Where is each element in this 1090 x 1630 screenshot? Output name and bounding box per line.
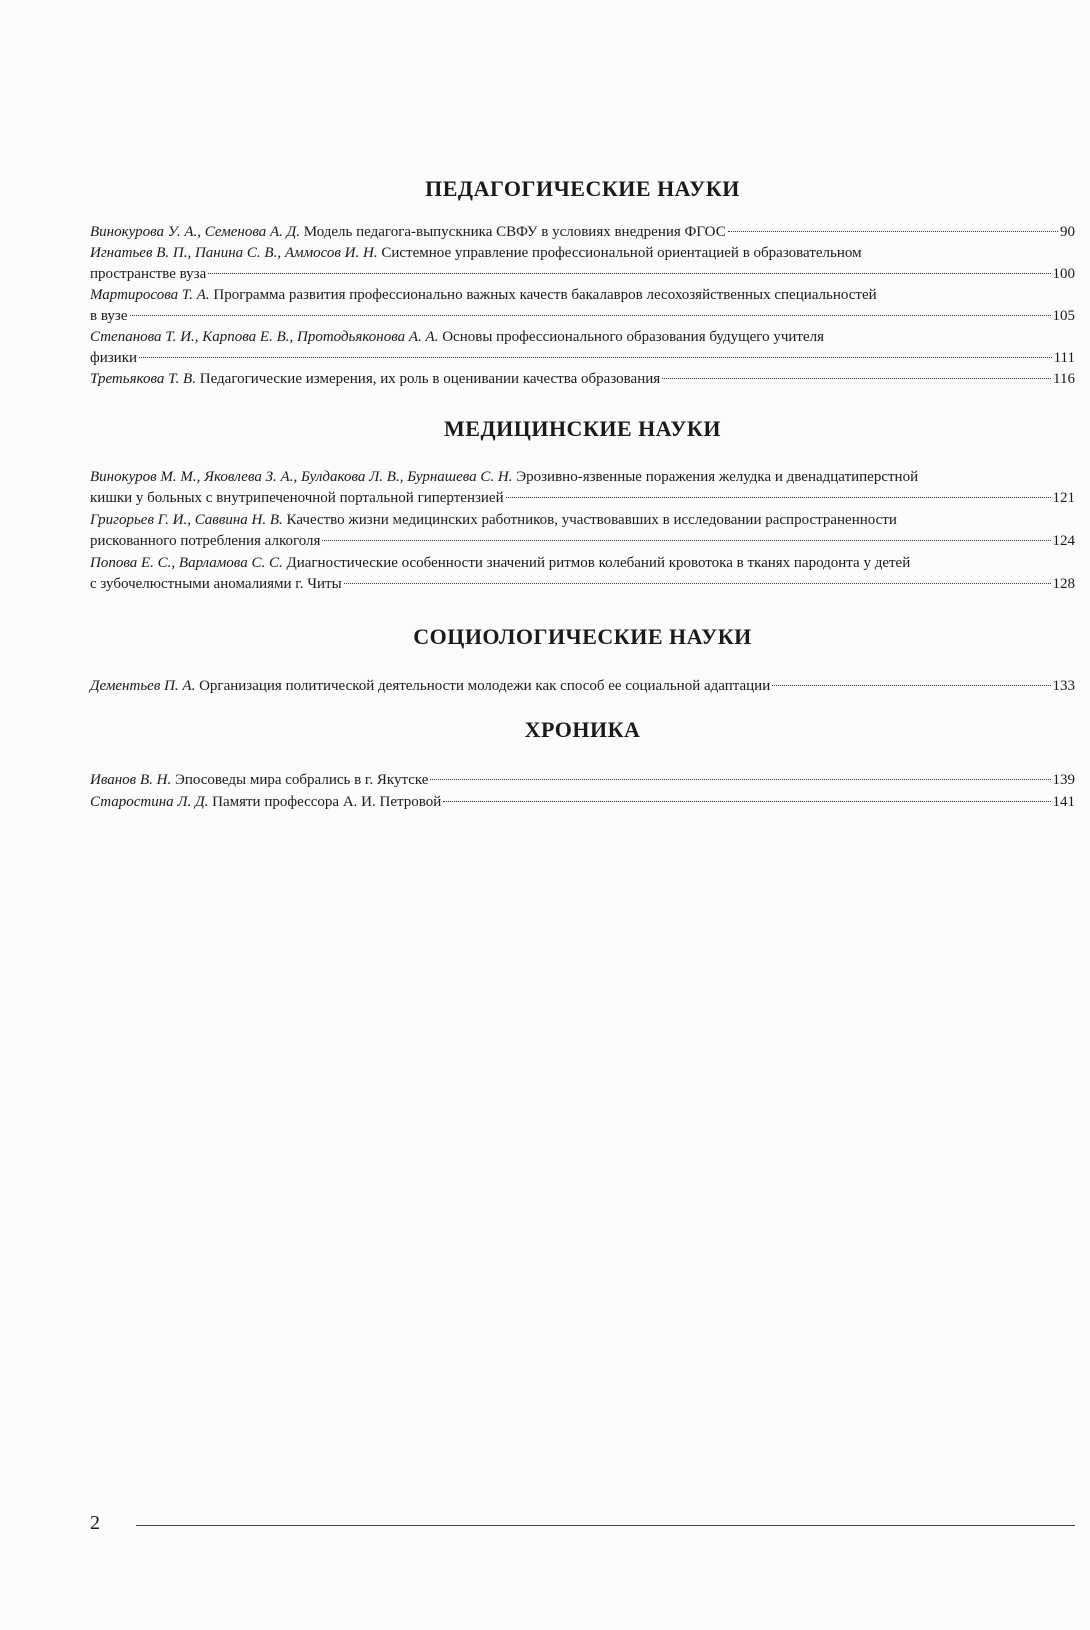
entry-authors: Григорьев Г. И., Саввина Н. В. <box>90 512 283 528</box>
entry-page-number: 128 <box>1052 576 1075 592</box>
entry-title: Основы профессионального образования будущего учителя <box>442 329 824 345</box>
leader-dots <box>130 315 1051 316</box>
entry-title: Памяти профессора А. И. Петровой <box>212 794 442 810</box>
entry-title: Организация политической деятельности молодежи как способ ее социальной адаптации <box>199 678 771 694</box>
entry-page-number: 105 <box>1052 308 1075 324</box>
leader-dots <box>208 273 1050 274</box>
page-footer <box>90 1512 1075 1535</box>
entry-authors: Третьякова Т. В. <box>90 371 196 387</box>
entry-title-continued: с зубочелюстными аномалиями г. Читы <box>90 576 342 592</box>
entry-title-continued: физики <box>90 350 138 366</box>
entry-authors: Игнатьев В. П., Панина С. В., Аммосов И. Н. <box>90 245 378 261</box>
entry-title: Эрозивно-язвенные поражения желудка и двенадцатиперстной <box>516 469 919 485</box>
entry-title: Системное управление профессиональной ориентацией в образовательном <box>381 245 862 261</box>
entry-title-continued: в вузе <box>90 308 128 324</box>
footer-rule <box>136 1525 1075 1526</box>
leader-dots <box>430 779 1050 780</box>
entry-authors: Дементьев П. А. <box>90 678 196 694</box>
entry-authors: Степанова Т. И., Карпова Е. В., Протодьяконова А. А. <box>90 329 439 345</box>
leader-dots <box>322 540 1050 541</box>
leader-dots <box>662 378 1051 379</box>
entry-authors: Винокурова У. А., Семенова А. Д. <box>90 224 300 240</box>
entry-page-number: 90 <box>1060 224 1075 240</box>
entry-authors: Мартиросова Т. А. <box>90 287 210 303</box>
leader-dots <box>139 357 1052 358</box>
section-title-pedagogical: ПЕДАГОГИЧЕСКИЕ НАУКИ <box>425 176 740 201</box>
entry-page-number: 111 <box>1053 350 1075 366</box>
leader-dots <box>772 685 1050 686</box>
toc-entry <box>90 327 1075 369</box>
entry-page-number: 133 <box>1052 678 1075 694</box>
toc-entry <box>90 676 1075 697</box>
leader-dots <box>728 231 1058 232</box>
toc-entry <box>90 222 1075 243</box>
entry-title: Эпосоведы мира собрались в г. Якутске <box>174 772 429 788</box>
entry-title-continued: пространстве вуза <box>90 266 207 282</box>
toc-entry <box>90 467 1075 509</box>
entry-page-number: 139 <box>1052 772 1075 788</box>
entry-title: Диагностические особенности значений ритмов колебаний кровотока в тканях пародонта у детей <box>286 555 911 571</box>
entry-authors: Попова Е. С., Варламова С. С. <box>90 555 283 571</box>
entry-title: Педагогические измерения, их роль в оценивании качества образования <box>199 371 661 387</box>
entry-title-continued: кишки у больных с внутрипеченочной портальной гипертензией <box>90 490 504 506</box>
leader-dots <box>506 497 1051 498</box>
leader-dots <box>344 583 1051 584</box>
entry-title: Программа развития профессионально важных качеств бакалавров лесохозяйственных специальностей <box>213 287 877 303</box>
toc-entry <box>90 792 1075 813</box>
toc-entry <box>90 285 1075 327</box>
toc-entry <box>90 770 1075 791</box>
section-title-medical: МЕДИЦИНСКИЕ НАУКИ <box>444 416 721 441</box>
toc-entry <box>90 243 1075 285</box>
entry-page-number: 100 <box>1052 266 1075 282</box>
entry-page-number: 141 <box>1052 794 1075 810</box>
toc-entry <box>90 553 1075 595</box>
toc-entry <box>90 369 1075 390</box>
entry-authors: Иванов В. Н. <box>90 772 172 788</box>
entry-authors: Старостина Л. Д. <box>90 794 209 810</box>
entry-page-number: 121 <box>1052 490 1075 506</box>
leader-dots <box>443 801 1050 802</box>
table-of-contents-page <box>90 0 1075 1630</box>
entry-authors: Винокуров М. М., Яковлева З. А., Булдакова Л. В., Бурнашева С. Н. <box>90 469 513 485</box>
entry-title-continued: рискованного потребления алкоголя <box>90 533 321 549</box>
page-number: 2 <box>90 1512 100 1534</box>
section-title-sociological: СОЦИОЛОГИЧЕСКИЕ НАУКИ <box>413 624 752 649</box>
entry-title: Качество жизни медицинских работников, участвовавших в исследовании распространенности <box>286 512 897 528</box>
entry-page-number: 124 <box>1052 533 1075 549</box>
section-title-chronicle: ХРОНИКА <box>524 717 641 742</box>
toc-entry <box>90 510 1075 552</box>
entry-title: Модель педагога-выпускника СВФУ в условиях внедрения ФГОС <box>303 224 726 240</box>
entry-page-number: 116 <box>1053 371 1075 387</box>
